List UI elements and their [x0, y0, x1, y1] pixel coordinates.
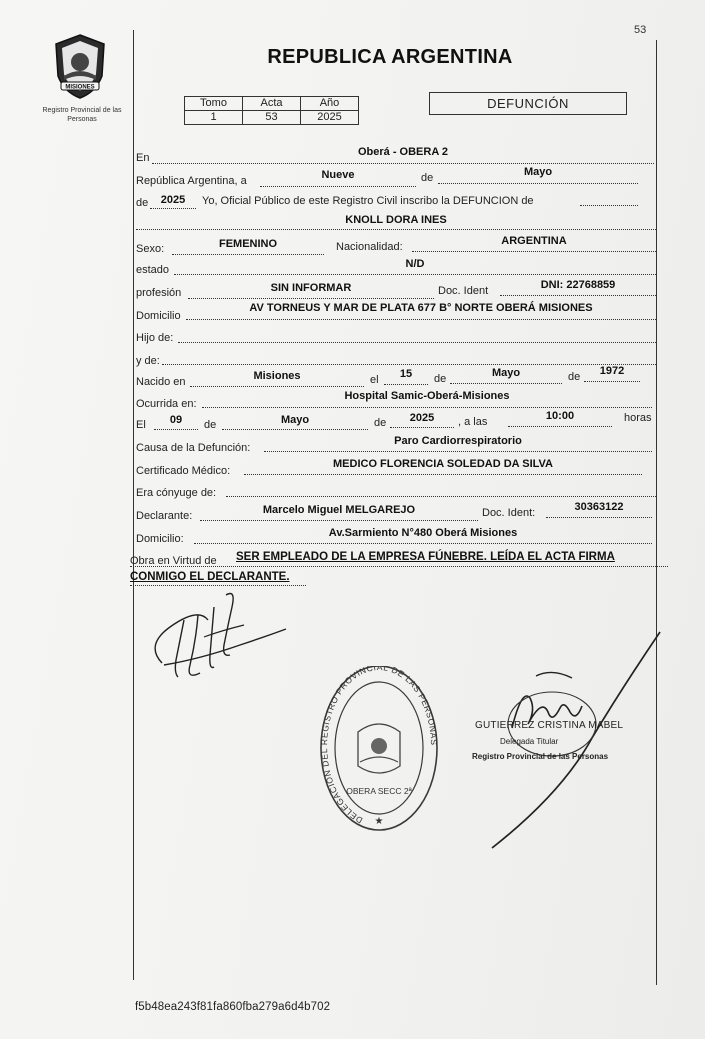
dotted-line — [200, 520, 478, 521]
death-day-value: 09 — [169, 414, 183, 426]
birth-day-value: 15 — [399, 368, 413, 380]
page-number: 53 — [634, 24, 647, 36]
dotted-line — [150, 208, 196, 209]
officer-name: GUTIERREZ CRISTINA MABEL — [475, 720, 624, 731]
dotted-line — [508, 426, 612, 427]
label-profesion: profesión — [136, 287, 182, 299]
declarant-address-value: Av.Sarmiento N°480 Oberá Misiones — [328, 527, 518, 539]
doctor-value: MEDICO FLORENCIA SOLEDAD DA SILVA — [333, 458, 553, 470]
dotted-line — [500, 295, 656, 296]
label-ocurrida-en: Ocurrida en: — [136, 398, 197, 410]
label-hijo-de: Hijo de: — [136, 332, 174, 344]
profession-value: SIN INFORMAR — [270, 282, 352, 294]
death-month-value: Mayo — [280, 414, 310, 426]
officer-office: Registro Provincial de las Personas — [472, 752, 609, 761]
column-header-tomo: Tomo — [185, 97, 243, 111]
place-value: Oberá - OBERA 2 — [357, 146, 449, 158]
nationality-value: ARGENTINA — [501, 235, 567, 247]
registry-caption: Registro Provincial de las Personas — [42, 107, 122, 123]
dotted-line — [260, 186, 416, 187]
stamp-ring-text: DELEGACION DEL REGISTRO PROVINCIAL DE LAS PERSONA — [320, 666, 438, 826]
birth-year-value: 1972 — [599, 365, 625, 377]
dotted-line — [412, 251, 656, 252]
dotted-line — [202, 407, 652, 408]
note-line-1: SER EMPLEADO DE LA EMPRESA FÚNEBRE. LEÍDA EL ACTA FIRMA — [236, 551, 615, 563]
label-de: de — [434, 373, 447, 385]
label-sexo: Sexo: — [136, 243, 165, 255]
death-time-value: 10:00 — [545, 410, 575, 422]
dotted-line — [154, 429, 198, 430]
declarant-value: Marcelo Miguel MELGAREJO — [262, 504, 416, 516]
column-header-anio: Año — [301, 97, 359, 111]
dotted-line — [190, 386, 364, 387]
deceased-name-value: KNOLL DORA INES — [345, 214, 447, 226]
label-nacionalidad: Nacionalidad: — [336, 241, 403, 253]
column-header-acta: Acta — [243, 97, 301, 111]
document-hash: f5b48ea243f81fa860fba279a6d4b702 — [135, 1001, 331, 1013]
label-el: El — [136, 419, 146, 431]
officer-signature — [452, 628, 667, 858]
dotted-line — [152, 163, 654, 164]
birth-place-value: Misiones — [253, 370, 301, 382]
sex-value: FEMENINO — [218, 238, 278, 250]
address-value: AV TORNEUS Y MAR DE PLATA 677 B° NORTE OBERÁ MISIONES — [249, 302, 593, 314]
tomo-acta-anio-table — [184, 96, 359, 125]
label-doc-ident: Doc. Ident — [438, 285, 489, 297]
label-certificado: Certificado Médico: — [136, 465, 231, 477]
label-el: el — [370, 374, 379, 386]
label-horas: horas — [624, 412, 652, 424]
label-causa: Causa de la Defunción: — [136, 442, 251, 454]
dotted-line — [136, 229, 656, 230]
dotted-line — [130, 566, 668, 567]
dotted-line — [580, 205, 638, 206]
label-nacido-en: Nacido en — [136, 376, 186, 388]
birth-month-value: Mayo — [491, 367, 521, 379]
day-words-value: Nueve — [321, 169, 355, 181]
record-type-box: DEFUNCIÓN — [429, 92, 627, 115]
dotted-line — [226, 496, 656, 497]
label-obra: Obra en Virtud de — [130, 555, 217, 567]
label-domicilio: Domicilio: — [136, 533, 184, 545]
acta-value: 53 — [243, 111, 301, 125]
label-estado: estado — [136, 264, 170, 276]
logo-lettering: MISIONES — [65, 84, 95, 91]
label-republica: República Argentina, a — [136, 175, 247, 187]
left-margin-line — [133, 30, 134, 980]
dotted-line — [194, 543, 652, 544]
label-declarante: Declarante: — [136, 510, 193, 522]
dotted-line — [244, 474, 642, 475]
officer-role: Delegada Titular — [500, 737, 559, 746]
label-en: En — [136, 152, 150, 164]
dotted-line — [174, 274, 656, 275]
dotted-line — [178, 342, 656, 343]
note-line-2: CONMIGO EL DECLARANTE. — [130, 571, 290, 583]
death-place-value: Hospital Samic-Oberá-Misiones — [344, 390, 510, 402]
anio-value: 2025 — [301, 111, 359, 125]
label-y-de: y de: — [136, 355, 160, 367]
dotted-line — [390, 427, 454, 428]
year-value: 2025 — [160, 194, 186, 206]
dotted-line — [172, 254, 324, 255]
dotted-line — [264, 451, 652, 452]
document-value: DNI: 22768859 — [540, 279, 616, 291]
dotted-line — [222, 429, 368, 430]
stamp-bottom-text: OBERA SECC 2ª — [346, 786, 412, 796]
label-de: de — [568, 371, 581, 383]
dotted-line — [384, 384, 428, 385]
dotted-line — [584, 381, 640, 382]
declarant-signature — [140, 585, 300, 705]
declarant-doc-value: 30363122 — [574, 501, 624, 513]
label-yo-oficial: Yo, Oficial Público de este Registro Civil inscribo la DEFUNCION de — [202, 195, 534, 207]
label-de: de — [204, 419, 217, 431]
label-doc-ident: Doc. Ident: — [482, 507, 536, 519]
star-icon: ★ — [374, 816, 384, 827]
dotted-line — [438, 183, 638, 184]
province-coat-of-arms-logo — [52, 32, 108, 102]
document-title: REPUBLICA ARGENTINA — [267, 46, 513, 68]
label-a-las: , a las — [458, 416, 488, 428]
tomo-value: 1 — [185, 111, 243, 125]
cause-value: Paro Cardiorrespiratorio — [394, 435, 522, 447]
label-domicilio: Domicilio — [136, 310, 181, 322]
death-year-value: 2025 — [409, 412, 435, 424]
dotted-line — [188, 298, 434, 299]
dotted-line — [546, 517, 652, 518]
month-value: Mayo — [523, 166, 553, 178]
label-conyuge: Era cónyuge de: — [136, 487, 217, 499]
civil-status-value: N/D — [405, 258, 425, 270]
dotted-line — [186, 319, 656, 320]
label-de: de — [136, 197, 149, 209]
label-de: de — [374, 417, 387, 429]
label-de: de — [421, 172, 434, 184]
dotted-line — [162, 364, 656, 365]
official-stamp-seal — [320, 666, 438, 834]
dotted-line — [450, 383, 562, 384]
